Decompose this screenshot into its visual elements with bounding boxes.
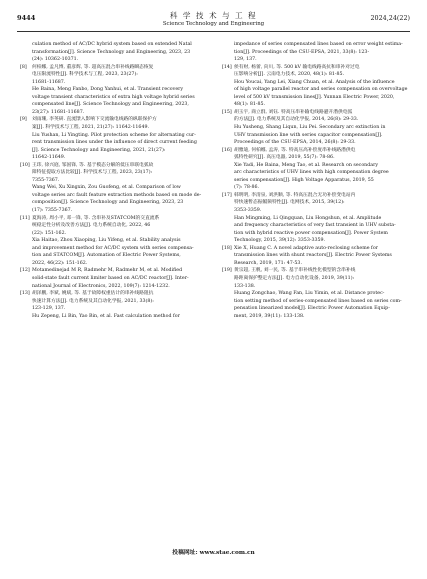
reference-text-line: rent transmission lines under the influence of direct current feeding <box>32 140 197 146</box>
reference-text-line: [J]. Science Technology and Engineering, 2021, 21(27): <box>32 147 166 153</box>
reference-text-line: 夏海涛, 周小平, 邓一锋, 等. 含串补及STATCOM的交直流系 <box>32 215 160 221</box>
reference-text-line: 侯有财, 杨蕾, 向川, 等. 500 kV 输电线路高抗和串补对过电 <box>234 64 360 70</box>
reference-text-line: (17): 7355-7367. <box>32 208 73 214</box>
reference-text-line: 弧特性研究[J]. 高压电器, 2019, 55(7): 78-86. <box>234 155 335 161</box>
reference-entry <box>20 41 208 64</box>
reference-number: [17] <box>222 192 232 198</box>
reference-text-line: 48(1): 81-85. <box>234 102 266 108</box>
reference-text-line: Wang Wei, Xu Xingxin, Zou Guofeng, et al. Comparison of low <box>32 185 181 191</box>
reference-text-line: 王玮, 徐兴庭, 邹国锋, 等. 基于模态分解的低压串联电弧故 <box>32 162 154 168</box>
reference-number: [9] <box>20 117 27 123</box>
reference-text-line: 韩明明, 李清泉, 刘洪顺, 等. 特高压混合无功补偿变电站内 <box>234 192 356 198</box>
reference-text-line: level of 500 kV transmission lines[J]. Yunnan Electric Power, 2020, <box>234 94 395 100</box>
reference-text-line: pensation linearized model[J]. Electric Power Automation Equip- <box>234 306 390 312</box>
reference-text-line: UHV transmission line with series capacitor compensation[J]. <box>234 132 383 138</box>
reference-text-line: 特快速暂态振幅频特性[J]. 电网技术, 2015, 39(12): <box>234 200 345 206</box>
reference-text-line: impedance of series compensated lines based on error weight estima- <box>234 42 403 47</box>
reference-text-line: 123-129, 137. <box>32 306 66 312</box>
page-number: 9444 <box>17 14 36 22</box>
reference-text-line: 快速计算方法[J]. 电力系统及其自动化学报, 2021, 33(8): <box>32 298 154 304</box>
journal-title-cn: 科 学 技 术 与 工 程 <box>169 11 258 20</box>
reference-entry <box>20 290 208 320</box>
reference-entry <box>222 109 410 147</box>
reference-text-line: Hou Youcai, Yang Lei, Xiang Chuan, et al. Analysis of the influence <box>234 79 395 85</box>
reference-number: [19] <box>222 268 232 274</box>
reference-text-line: 刘雨珊, 李英研. 直流馈入影响下交流输电线路的纵联保护方 <box>32 117 157 123</box>
reference-number: [10] <box>20 162 30 168</box>
reference-text-line: Research, 2019, 171: 47-53. <box>234 260 302 266</box>
reference-text-line: Han Mingming, Li Qingquan, Liu Hongshun, et al. Amplitude <box>234 215 382 221</box>
reference-text-line: (22): 151-162. <box>32 230 67 236</box>
reference-text-line: 23(27): 11681-11687. <box>32 109 85 115</box>
reference-text-line: 案[J]. 科学技术与工程, 2021, 21(27): 11642-11649. <box>32 125 149 131</box>
reference-entry <box>222 267 410 320</box>
reference-number: [12] <box>20 268 30 274</box>
reference-text-line: tion[J]. Proceedings of the CSU-EPSA, 2021, 33(8): 123- <box>234 49 370 55</box>
reference-text-line: transformation[J]. Science Technology and Engineering, 2023, 23 <box>32 49 191 55</box>
reference-text-line: 11681-11687. <box>32 79 66 85</box>
reference-text-line: 11642-11649. <box>32 155 66 161</box>
reference-entry <box>222 41 410 64</box>
issue-info: 2024,24(22) <box>370 14 410 22</box>
reference-number: [15] <box>222 109 232 115</box>
reference-text-line: and improvement method for AC/DC system with series compensa- <box>32 245 194 251</box>
reference-text-line: 7355-7367. <box>32 177 60 183</box>
reference-text-line: Technology, 2015, 39(12): 3353-3359. <box>234 238 326 244</box>
page-header <box>0 0 427 40</box>
reference-number: [14] <box>222 64 232 70</box>
reference-text-line: Liu Yushan, Li Yingting. Pilot protection scheme for alternating cur- <box>32 132 196 138</box>
reference-text-line: 2022, 46(22): 151-162. <box>32 260 88 266</box>
reference-text-line: 黄宗超, 王帆, 刘一民, 等. 基于串补线性化模型的含串补线 <box>234 268 356 274</box>
reference-number: [16] <box>222 147 232 153</box>
references-right-column <box>222 41 410 320</box>
reference-text-line: composition[J]. Science Technology and Engineering, 2023, 23 <box>32 200 184 206</box>
reference-text-line: 胡玉宇, 商立群, 刘钰. 特高压串补输电线路避开潜供电弧 <box>234 109 353 115</box>
reference-number: [11] <box>20 215 30 221</box>
submission-url: 投稿网址: www.stae.com.cn <box>172 550 255 556</box>
reference-text-line: and frequency characteristics of very fast transient in UHV substa- <box>234 223 396 229</box>
reference-text-line: voltage transient characteristics of extra high voltage hybrid series <box>32 94 195 100</box>
reference-entry <box>20 267 208 290</box>
reference-text-line: 障特征提取方法比较[J]. 科学技术与工程, 2023, 23(17): <box>32 170 153 176</box>
reference-text-line: Huang Zongchao, Wang Fan, Liu Yimin, et al. Distance protec- <box>234 291 385 297</box>
reference-text-line: 统稳定性分析及改善方法[J]. 电力系统自动化, 2022, 46 <box>32 223 151 229</box>
reference-text-line: 路距离保护整定方法[J]. 电力自动化设备, 2019, 39(11): <box>234 275 355 281</box>
reference-text-line: solid-state fault current limiter based on AC/DC reactor[J]. Inter- <box>32 275 189 281</box>
reference-text-line: Hu Zepeng, Li Bin, Yao Bin, et al. Fast calculation method for <box>32 313 180 319</box>
reference-text-line: (7): 78-86. <box>234 185 260 191</box>
reference-text-line: Proceedings of the CSU-EPSA, 2014, 26(8): 29-33. <box>234 140 356 146</box>
reference-text-line: tion with hybrid reactive power compensation[J]. Power System <box>234 230 388 236</box>
reference-entry <box>20 64 208 117</box>
reference-text-line: (24): 10362-10371. <box>32 57 79 63</box>
reference-text-line: compensated line[J]. Science Technology and Engineering, 2023, <box>32 102 189 108</box>
reference-number: [8] <box>20 64 27 70</box>
reference-entry <box>20 162 208 215</box>
reference-text-line: 3353-3359. <box>234 208 262 214</box>
reference-text-line: culation method of AC/DC hybrid system based on extended Natal <box>32 42 192 47</box>
reference-text-line: Hu Yusheng, Shang Liqun, Liu Pei. Secondary arc extinction in <box>234 125 386 131</box>
reference-text-line: 的方法[J]. 电力系统及其自动化学报, 2014, 26(8): 29-33. <box>234 117 359 123</box>
reference-text-line: Xia Haitao, Zhou Xiaoping, Liu Yifeng, et al. Stability analysis <box>32 238 181 244</box>
header-rule <box>17 31 410 32</box>
reference-text-line: 压影响分析[J]. 云南电力技术, 2020, 48(1): 81-85. <box>234 72 345 78</box>
journal-title-en: Science Technology and Engineering <box>162 21 265 27</box>
reference-text-line: of high voltage parallel reactor and series compensation on overvoltage <box>234 87 408 93</box>
reference-text-line: series compensation[J]. High Voltage Apparatus, 2019, 55 <box>234 177 374 183</box>
reference-text-line: tion and STATCOM[J]. Automation of Electric Power Systems, <box>32 253 181 259</box>
reference-text-line: ment, 2019, 39(11): 133-138. <box>234 313 305 319</box>
references-left-column <box>20 41 208 320</box>
reference-text-line: 电压限流特性[J]. 科学技术与工程, 2023, 23(27): <box>32 72 138 78</box>
reference-text-line: 129, 137. <box>234 57 257 63</box>
reference-text-line: 何柏娜, 孟凡博, 董彦辉, 等. 超高压混合串补线路瞬态恢复 <box>32 64 154 70</box>
reference-text-line: national Journal of Electronics, 2022, 109(7): 1214-1232. <box>32 283 170 289</box>
reference-entry <box>222 147 410 192</box>
reference-entry <box>20 116 208 161</box>
reference-entry <box>222 245 410 268</box>
reference-text-line: Xie Yadi, He Baina, Meng Tao, et al. Research on secondary <box>234 162 379 168</box>
reference-text-line: He Baina, Meng Fanbo, Dong Yanhui, et al. Transient recovery <box>32 87 184 93</box>
reference-text-line: 胡泽鹏, 李斌, 姚斌, 等. 基于故障权重估计的串补线路阻抗 <box>32 291 154 297</box>
reference-text-line: 133-138. <box>234 283 256 289</box>
reference-entry <box>20 215 208 268</box>
reference-text-line: 胡雅迪, 何柏娜, 孟涛, 等. 特高压高补偿度串补线路潜供电 <box>234 147 356 153</box>
reference-number: [18] <box>222 245 232 251</box>
reference-entry <box>222 192 410 245</box>
reference-text-line: Xie X, Huang C. A novel adaptive auto-reclosing scheme for <box>234 245 378 251</box>
reference-number: [13] <box>20 291 30 297</box>
reference-text-line: arc characteristics of UHV lines with high compensation degree <box>234 170 389 176</box>
reference-entry <box>222 64 410 109</box>
reference-text-line: voltage series arc fault feature extraction methods based on mode de- <box>32 192 202 198</box>
reference-text-line: Motamedinejad M R, Radmehr M, Radmehr M, et al. Modified <box>32 268 183 274</box>
reference-text-line: transmission lines with shunt reactors[J]. Electric Power Systems <box>234 253 392 259</box>
reference-text-line: tion setting method of series-compensated lines based on series com- <box>234 298 402 304</box>
